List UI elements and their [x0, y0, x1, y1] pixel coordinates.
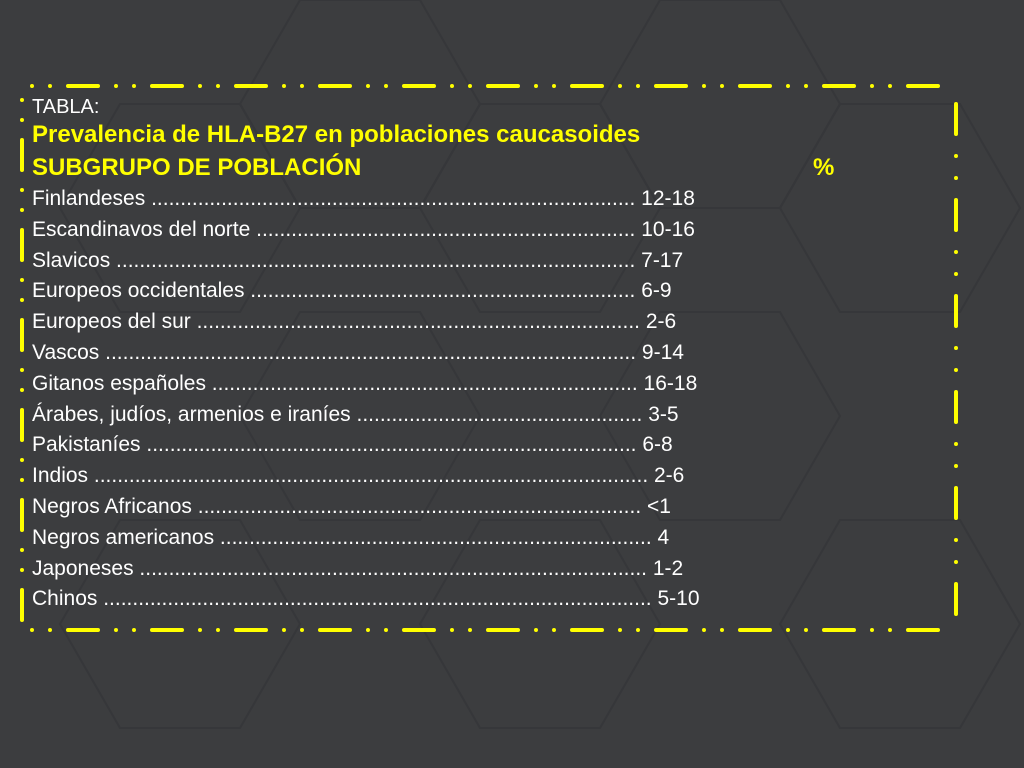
table-row: Árabes, judíos, armenios e iraníes ................................................. 3-5 [32, 402, 679, 426]
table-row: Europeos occidentales .................................................................. 6-9 [32, 279, 672, 303]
table-row: Gitanos españoles ......................................................................... 16-18 [32, 371, 698, 395]
table-row: Pakistaníes .................................................................................... 6-8 [32, 433, 673, 457]
table-row: Escandinavos del norte ................................................................. 10-16 [32, 217, 695, 241]
table-row: Europeos del sur ............................................................................ 2-6 [32, 310, 677, 334]
table-row: Japoneses ....................................................................................... 1-2 [32, 556, 684, 580]
table-row: Negros Africanos ............................................................................ <1 [32, 494, 671, 518]
slide-content [32, 94, 962, 615]
slide-title: Prevalencia de HLA-B27 en poblaciones caucasoides [32, 121, 641, 148]
header-percent: % [813, 154, 835, 181]
table-row: Chinos .............................................................................................. 5-10 [32, 587, 700, 611]
table-row: Finlandeses ................................................................................... 12-18 [32, 187, 695, 210]
header-group: SUBGRUPO DE POBLACIÓN [32, 154, 362, 181]
table-row: Slavicos ......................................................................................... 7-17 [32, 248, 684, 272]
table-label: TABLA: [32, 96, 100, 118]
table-header [32, 152, 962, 184]
table-row: Indios ............................................................................................... 2-6 [32, 464, 685, 488]
table-rows [32, 184, 962, 615]
table-row: Vascos ........................................................................................... 9-14 [32, 340, 684, 364]
table-row: Negros americanos .......................................................................... 4 [32, 525, 670, 549]
